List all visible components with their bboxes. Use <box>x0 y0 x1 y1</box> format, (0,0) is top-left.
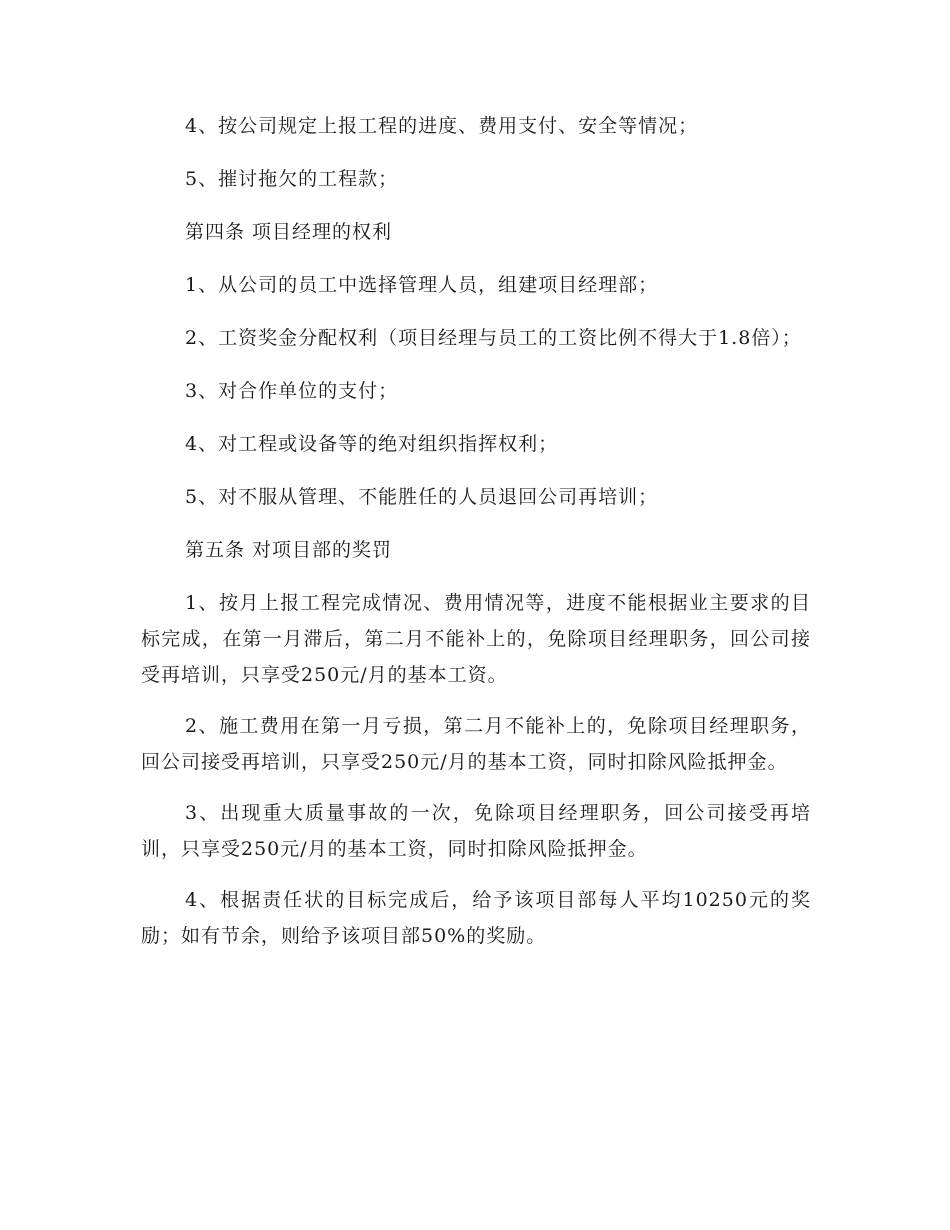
paragraph-reward-4: 4、根据责任状的目标完成后，给予该项目部每人平均10250元的奖励；如有节余，则给予该项目部50%的奖励。 <box>141 889 811 947</box>
paragraph-right-3: 3、对合作单位的支付； <box>185 380 399 402</box>
section-heading-article-4: 第四条 项目经理的权利 <box>185 221 393 243</box>
paragraph-reward-2: 2、施工费用在第一月亏损，第二月不能补上的，免除项目经理职务，回公司接受再培训，只享受250元/月的基本工资，同时扣除风险抵押金。 <box>141 715 811 773</box>
document-body <box>141 108 811 954</box>
paragraph-duty-5: 5、摧讨拖欠的工程款； <box>185 168 399 190</box>
paragraph-reward-3: 3、出现重大质量事故的一次，免除项目经理职务，回公司接受再培训，只享受250元/月的基本工资，同时扣除风险抵押金。 <box>141 802 811 860</box>
section-heading-article-5: 第五条 对项目部的奖罚 <box>185 539 393 561</box>
paragraph-duty-4: 4、按公司规定上报工程的进度、费用支付、安全等情况； <box>185 115 699 137</box>
paragraph-right-1: 1、从公司的员工中选择管理人员，组建项目经理部； <box>185 274 659 296</box>
paragraph-right-5: 5、对不服从管理、不能胜任的人员退回公司再培训； <box>185 486 659 508</box>
paragraph-right-2: 2、工资奖金分配权利（项目经理与员工的工资比例不得大于1.8倍）； <box>185 327 802 349</box>
paragraph-reward-1: 1、按月上报工程完成情况、费用情况等，进度不能根据业主要求的目标完成，在第一月滞后，第二月不能补上的，免除项目经理职务，回公司接受再培训，只享受250元/月的基本工资。 <box>141 592 811 686</box>
paragraph-right-4: 4、对工程或设备等的绝对组织指挥权利； <box>185 433 559 455</box>
